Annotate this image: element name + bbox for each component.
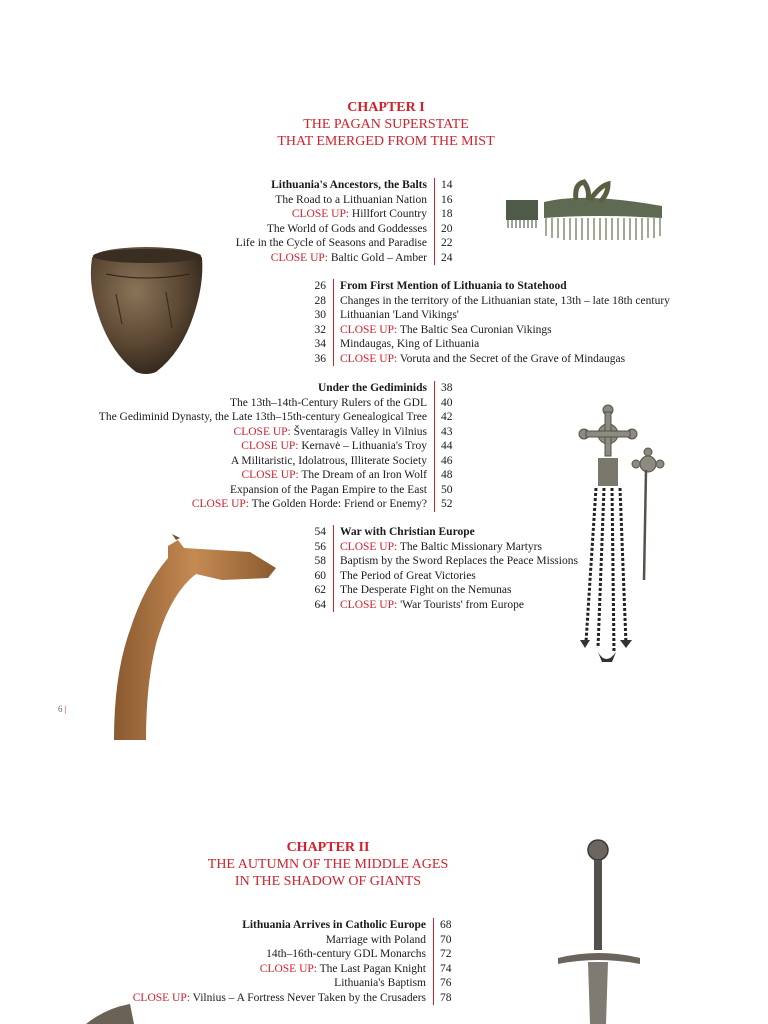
toc-entry-text [340, 294, 670, 309]
toc-page-number: 70 [440, 933, 452, 946]
toc-page-number: 72 [440, 948, 452, 960]
toc-page-number: 43 [441, 425, 453, 438]
toc-page-number: 16 [441, 193, 453, 206]
toc-divider [333, 337, 334, 352]
toc-entry-text [267, 222, 427, 237]
toc-page-number: 64 [314, 598, 326, 611]
toc-divider [333, 279, 334, 294]
chapter-title-line-2: THAT EMERGED FROM THE MIST [277, 134, 495, 149]
toc-entry-label: 14th–16th-century GDL Monarchs [266, 948, 426, 960]
toc-entry-label: Life in the Cycle of Seasons and Paradise [235, 237, 427, 249]
toc-entry-label: The Baltic Sea Curonian Vikings [399, 323, 552, 336]
toc-entry-label: Kernavė – Lithuania's Troy [301, 440, 427, 452]
toc-entry-text [241, 439, 427, 454]
toc-divider [434, 483, 435, 498]
toc-divider [434, 439, 435, 454]
toc-heading-text [340, 279, 567, 294]
toc-entry-text [340, 308, 459, 323]
toc-entry[interactable] [100, 483, 460, 498]
toc-entry-label: The Road to a Lithuanian Nation [275, 193, 427, 206]
toc-entry-text [340, 569, 476, 584]
toc-entry-label: Šventaragis Valley in Vilnius [293, 425, 427, 438]
close-up-label: CLOSE UP: [241, 469, 302, 481]
toc-page-number: 78 [440, 991, 452, 1004]
toc-page-number: 26 [314, 280, 326, 292]
toc-page-number: 34 [314, 338, 326, 350]
toc-entry-label: Lithuania's Baptism [334, 977, 426, 989]
toc-entry[interactable] [290, 554, 710, 569]
toc-page-number: 32 [314, 323, 326, 336]
toc-entry[interactable] [100, 222, 460, 237]
toc-entry-label: The Last Pagan Knight [319, 962, 426, 975]
toc-entry-label: Baltic Gold – Amber [330, 251, 427, 264]
toc-entry-text [230, 396, 427, 411]
toc-entry-text [292, 207, 427, 222]
toc-entry-label: The Dream of an Iron Wolf [301, 469, 427, 481]
toc-divider [434, 396, 435, 411]
toc-page-number: 62 [314, 584, 326, 596]
close-up-label: CLOSE UP: [259, 962, 320, 975]
toc-entry[interactable] [290, 569, 710, 584]
toc-page-number: 58 [314, 555, 326, 567]
toc-entry-label: The Baltic Missionary Martyrs [399, 540, 542, 553]
toc-divider [433, 947, 434, 962]
toc-entry[interactable] [100, 396, 460, 411]
partial-artifact-image [86, 1004, 136, 1024]
close-up-label: CLOSE UP: [291, 208, 352, 220]
toc-divider [434, 454, 435, 469]
toc-entry[interactable] [100, 468, 460, 483]
toc-page-number: 52 [441, 498, 453, 510]
toc-entry-text [230, 483, 427, 498]
close-up-label: CLOSE UP: [340, 540, 400, 553]
toc-entry-label: Lithuanian 'Land Vikings' [340, 309, 459, 321]
toc-divider [433, 933, 434, 948]
toc-entry-label: The Desperate Fight on the Nemunas [340, 584, 512, 596]
toc-page-number: 46 [441, 454, 453, 467]
toc-entry[interactable] [290, 583, 710, 598]
toc-divider [433, 962, 434, 977]
toc-entry[interactable] [100, 991, 460, 1006]
toc-entry-label: Baptism by the Sword Replaces the Peace Missions [340, 555, 578, 567]
toc-page-number: 24 [441, 251, 453, 264]
toc-entry[interactable] [100, 410, 460, 425]
chapter-number: CHAPTER II [286, 840, 370, 855]
chapter-title-line-1: THE AUTUMN OF THE MIDDLE AGES [207, 857, 449, 872]
toc-page-number: 56 [314, 540, 326, 553]
toc-divider [434, 381, 435, 396]
chapter-number: CHAPTER I [347, 100, 425, 115]
toc-page-number: 38 [441, 382, 453, 394]
toc-heading-label: War with Christian Europe [340, 526, 475, 538]
toc-entry-label: 'War Tourists' from Europe [400, 598, 524, 611]
horse-head-staff-image [100, 534, 280, 740]
toc-divider [333, 308, 334, 323]
toc-heading-text [318, 381, 427, 396]
toc-page-number: 60 [314, 569, 326, 582]
toc-page-number: 40 [441, 396, 453, 409]
close-up-label: CLOSE UP: [132, 991, 193, 1004]
toc-page-number: 54 [314, 526, 326, 538]
toc-divider [434, 468, 435, 483]
chapter-title-line-1: THE PAGAN SUPERSTATE [303, 117, 469, 132]
chapter-1-heading [0, 99, 768, 150]
toc-divider [433, 976, 434, 991]
toc-page-number: 44 [441, 440, 453, 452]
toc-entry-label: The Period of Great Victories [340, 569, 476, 582]
toc-divider [434, 497, 435, 512]
toc-page-number: 14 [441, 179, 453, 191]
toc-divider [333, 583, 334, 598]
toc-entry-text [192, 497, 427, 512]
toc-entry[interactable] [290, 352, 710, 367]
toc-page-number: 30 [314, 309, 326, 321]
toc-divider [434, 207, 435, 222]
toc-entry-text [340, 598, 524, 613]
toc-entry-text [340, 540, 542, 555]
toc-entry-text [271, 251, 427, 266]
toc-entry-text [340, 583, 512, 598]
toc-divider [333, 323, 334, 338]
close-up-label: CLOSE UP: [340, 323, 400, 336]
toc-entry-text [231, 454, 427, 469]
toc-entry-label: The Gediminid Dynasty, the Late 13th–15th-century Genealogical Tree [98, 411, 427, 423]
toc-entry-text [266, 947, 426, 962]
toc-entry-label: The 13th–14th-Century Rulers of the GDL [229, 396, 427, 409]
toc-divider [434, 425, 435, 440]
toc-entry[interactable] [100, 962, 460, 977]
toc-entry[interactable] [290, 598, 710, 613]
toc-entry[interactable] [290, 323, 710, 338]
close-up-label: CLOSE UP: [340, 352, 400, 365]
toc-divider [434, 193, 435, 208]
bronze-ornament-image [504, 178, 666, 246]
toc-heading[interactable] [100, 381, 460, 396]
close-up-label: CLOSE UP: [270, 251, 331, 264]
toc-heading-text [242, 918, 426, 933]
toc-divider [333, 540, 334, 555]
toc-divider [434, 410, 435, 425]
close-up-label: CLOSE UP: [340, 598, 401, 611]
toc-entry-text [326, 933, 426, 948]
toc-entry-label: The World of Gods and Goddesses [266, 222, 427, 235]
toc-divider [333, 569, 334, 584]
toc-entry[interactable] [100, 947, 460, 962]
toc-divider [434, 178, 435, 193]
toc-divider [333, 598, 334, 613]
toc-page-number: 28 [314, 294, 326, 307]
toc-entry[interactable] [100, 497, 460, 512]
chapter-title-line-2: IN THE SHADOW OF GIANTS [234, 874, 422, 889]
toc-page-number: 68 [440, 919, 452, 931]
toc-entry-text [340, 323, 552, 338]
toc-entry-label: The Golden Horde: Friend or Enemy? [251, 498, 427, 510]
toc-heading-text [340, 525, 475, 540]
chapter-2-heading [0, 839, 656, 890]
toc-heading-label: Lithuania's Ancestors, the Balts [271, 179, 427, 191]
toc-heading-label: From First Mention of Lithuania to Statehood [340, 280, 567, 292]
toc-entry[interactable] [100, 976, 460, 991]
toc-entry[interactable] [100, 207, 460, 222]
toc-page-number: 20 [441, 222, 453, 235]
toc-entry-label: Voruta and the Secret of the Grave of Mindaugas [399, 352, 626, 365]
toc-entry[interactable] [100, 454, 460, 469]
toc-heading[interactable] [290, 279, 710, 294]
toc-page-number: 22 [441, 237, 453, 249]
toc-entry[interactable] [290, 337, 710, 352]
toc-entry-label: A Militaristic, Idolatrous, Illiterate Society [230, 454, 427, 467]
toc-entry-text [236, 236, 427, 251]
toc-entry-text [234, 425, 427, 440]
toc-entry[interactable] [290, 308, 710, 323]
toc-divider [333, 294, 334, 309]
toc-page-number: 18 [441, 208, 453, 220]
toc-page-number: 74 [440, 962, 452, 975]
toc-page-number: 50 [441, 483, 453, 496]
toc-divider [433, 991, 434, 1006]
toc-entry-label: Expansion of the Pagan Empire to the East [229, 483, 427, 496]
toc-entry[interactable] [100, 425, 460, 440]
toc-divider [433, 918, 434, 933]
toc-entry[interactable] [100, 193, 460, 208]
toc-entry-label: Marriage with Poland [325, 933, 426, 946]
toc-heading-label: Lithuania Arrives in Catholic Europe [242, 919, 426, 931]
toc-entry-label: Hillfort Country [351, 208, 427, 220]
toc-entry[interactable] [100, 236, 460, 251]
toc-entry-label: Vilnius – A Fortress Never Taken by the Crusaders [192, 991, 426, 1004]
toc-entry[interactable] [100, 251, 460, 266]
toc-entry-text [275, 193, 427, 208]
toc-entry[interactable] [100, 933, 460, 948]
toc-heading[interactable] [100, 178, 460, 193]
page-number: 6 | [58, 704, 67, 714]
toc-divider [333, 554, 334, 569]
toc-page-number: 48 [441, 469, 453, 481]
toc-divider [434, 251, 435, 266]
toc-entry-text [133, 991, 426, 1006]
toc-heading[interactable] [100, 918, 460, 933]
toc-entry-text [242, 468, 428, 483]
toc-page-number: 36 [314, 352, 326, 365]
toc-divider [333, 352, 334, 367]
toc-entry[interactable] [290, 294, 710, 309]
toc-divider [333, 525, 334, 540]
toc-divider [434, 222, 435, 237]
toc-heading-text [271, 178, 427, 193]
toc-page-number: 42 [441, 411, 453, 423]
close-up-label: CLOSE UP: [241, 440, 302, 452]
toc-entry[interactable] [100, 439, 460, 454]
toc-entry-text [340, 337, 479, 352]
toc-entry[interactable] [290, 540, 710, 555]
toc-heading[interactable] [290, 525, 710, 540]
close-up-label: CLOSE UP: [233, 425, 294, 438]
toc-entry-text [334, 976, 426, 991]
toc-entry-label: Mindaugas, King of Lithuania [340, 338, 480, 350]
toc-heading-label: Under the Gediminids [317, 382, 427, 394]
toc-page-number: 76 [440, 977, 452, 989]
toc-entry-text [340, 554, 578, 569]
toc-entry-label: Changes in the territory of the Lithuanian state, 13th – late 18th century [340, 294, 670, 307]
toc-entry-text [99, 410, 427, 425]
toc-divider [434, 236, 435, 251]
toc-entry-text [340, 352, 625, 367]
close-up-label: CLOSE UP: [191, 498, 252, 510]
toc-entry-text [260, 962, 426, 977]
